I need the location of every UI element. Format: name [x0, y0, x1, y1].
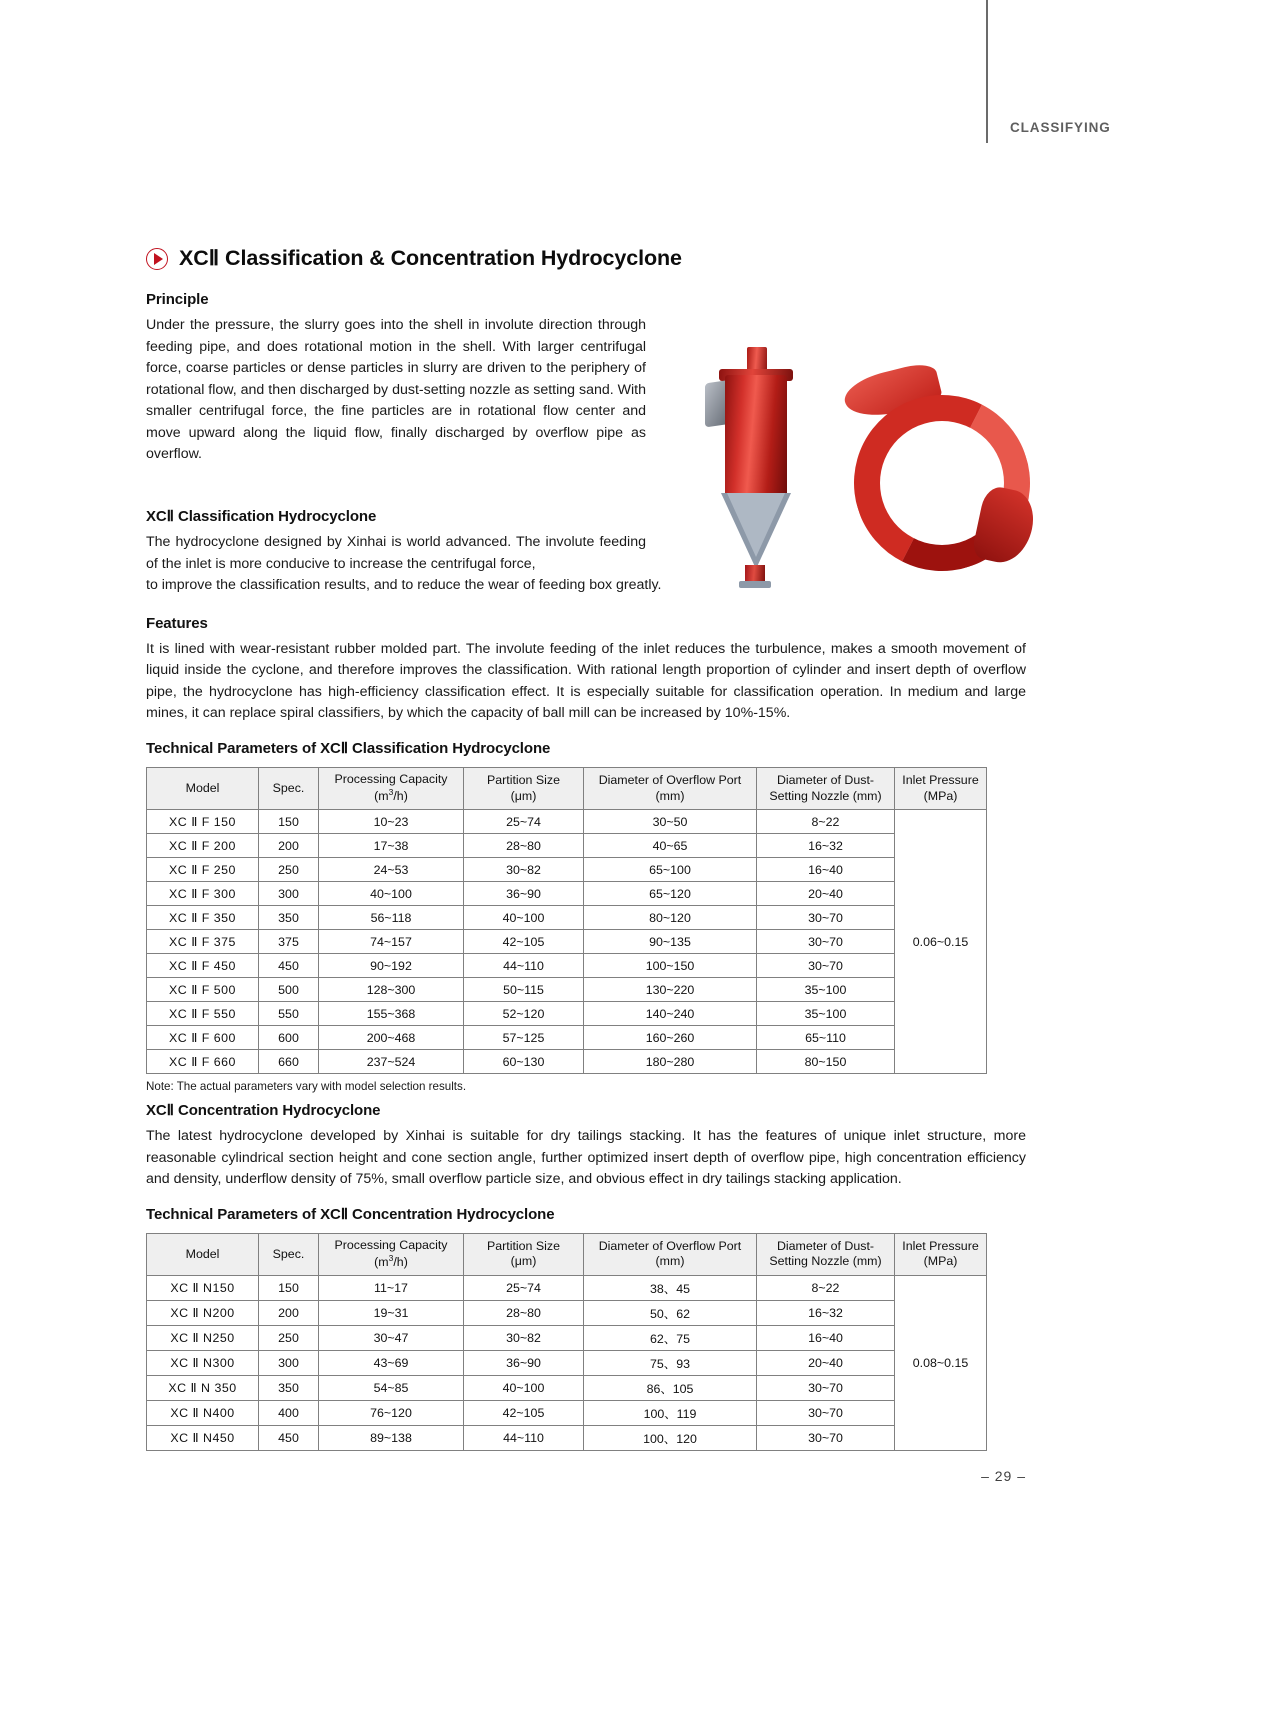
- cell-partition: 52~120: [464, 1002, 584, 1026]
- concentration-heading: XCⅡ Concentration Hydrocyclone: [146, 1102, 381, 1120]
- cell-capacity: 10~23: [319, 810, 464, 834]
- cell-overflow: 65~100: [584, 858, 757, 882]
- cell-dust: 8~22: [757, 1275, 895, 1300]
- cell-spec: 660: [259, 1050, 319, 1074]
- cell-capacity: 237~524: [319, 1050, 464, 1074]
- cyclone-base-shape: [739, 581, 771, 588]
- cell-dust: 30~70: [757, 1425, 895, 1450]
- th2-pressure-line2: (MPa): [923, 1254, 958, 1269]
- th-overflow-line1: Diameter of Overflow Port: [598, 773, 742, 788]
- table-row: [147, 1325, 987, 1350]
- table-row: [147, 1050, 987, 1074]
- cell-dust: 35~100: [757, 978, 895, 1002]
- cell-spec: 300: [259, 1350, 319, 1375]
- cell-overflow: 40~65: [584, 834, 757, 858]
- cell-overflow: 50、62: [584, 1300, 757, 1325]
- cell-overflow: 75、93: [584, 1350, 757, 1375]
- table2-caption: Technical Parameters of XCⅡ Concentration Hydrocyclone: [146, 1205, 555, 1223]
- cell-overflow: 62、75: [584, 1325, 757, 1350]
- th2-partition-size: [464, 1233, 584, 1275]
- principle-heading: Principle: [146, 291, 209, 308]
- cell-dust: 20~40: [757, 1350, 895, 1375]
- cell-partition: 44~110: [464, 954, 584, 978]
- cell-model: XC Ⅱ N400: [147, 1400, 259, 1425]
- cell-overflow: 80~120: [584, 906, 757, 930]
- cell-partition: 60~130: [464, 1050, 584, 1074]
- table-row: [147, 954, 987, 978]
- arrow-right-circle-icon: [146, 248, 168, 270]
- table-row: [147, 1275, 987, 1300]
- th2-inlet-pressure: [895, 1233, 987, 1275]
- th-overflow-line2: (mm): [655, 788, 685, 803]
- cell-dust: 16~32: [757, 834, 895, 858]
- cell-spec: 450: [259, 954, 319, 978]
- concentration-parameters-table: [146, 1233, 987, 1451]
- cell-model: XC Ⅱ N 350: [147, 1375, 259, 1400]
- concentration-text: The latest hydrocyclone developed by Xinhai is suitable for dry tailings stacking. It has the features of unique inlet structure, more reasonable cylindrical section height and cone section angle, further optimized insert depth of overflow pipe, high concentration efficiency and density, underflow density of 75%, small overflow particle size, and obvious effect in dry tailings stacking application.: [146, 1128, 1026, 1188]
- cell-capacity: 11~17: [319, 1275, 464, 1300]
- hydrocyclone-product-image: [711, 369, 1036, 587]
- cell-partition: 30~82: [464, 1325, 584, 1350]
- concentration-section: [146, 1101, 1026, 1191]
- th-capacity-unit-pre: (m: [374, 789, 389, 804]
- th-partition-line1: Partition Size: [486, 773, 560, 788]
- cell-dust: 35~100: [757, 1002, 895, 1026]
- th-partition-size: [464, 768, 584, 810]
- cell-partition: 40~100: [464, 1375, 584, 1400]
- cell-capacity: 76~120: [319, 1400, 464, 1425]
- th-capacity-unit-post: /h): [393, 789, 408, 804]
- th2-dust-line1: Diameter of Dust-: [776, 1239, 875, 1254]
- th-dust-nozzle: [757, 768, 895, 810]
- cell-capacity: 17~38: [319, 834, 464, 858]
- cell-capacity: 40~100: [319, 882, 464, 906]
- page-title: XCⅡ Classification & Concentration Hydrocyclone: [179, 246, 682, 270]
- cell-partition: 42~105: [464, 1400, 584, 1425]
- cell-capacity: 89~138: [319, 1425, 464, 1450]
- page-number: – 29 –: [981, 1468, 1026, 1484]
- table1-section: [146, 739, 1026, 1093]
- cell-spec: 150: [259, 810, 319, 834]
- cell-capacity: 24~53: [319, 858, 464, 882]
- cell-capacity: 43~69: [319, 1350, 464, 1375]
- th2-processing-capacity: [319, 1233, 464, 1275]
- cyclone-cone-inner-shape: [727, 493, 785, 557]
- features-section: [146, 615, 1026, 725]
- cell-spec: 350: [259, 1375, 319, 1400]
- classification-heading: XCⅡ Classification Hydrocyclone: [146, 508, 377, 525]
- cell-overflow: 100、120: [584, 1425, 757, 1450]
- cell-inlet-pressure: 0.08~0.15: [895, 1275, 987, 1450]
- table-row: [147, 858, 987, 882]
- cell-inlet-pressure: 0.06~0.15: [895, 810, 987, 1074]
- th2-overflow-line1: Diameter of Overflow Port: [598, 1239, 742, 1254]
- cell-overflow: 30~50: [584, 810, 757, 834]
- cell-model: XC Ⅱ N150: [147, 1275, 259, 1300]
- cell-capacity: 54~85: [319, 1375, 464, 1400]
- th-dust-line1: Diameter of Dust-: [776, 773, 875, 788]
- cell-partition: 42~105: [464, 930, 584, 954]
- th2-capacity-unit-pre: (m: [374, 1255, 389, 1270]
- cell-capacity: 30~47: [319, 1325, 464, 1350]
- cell-partition: 40~100: [464, 906, 584, 930]
- cell-partition: 28~80: [464, 834, 584, 858]
- th-capacity-line1: Processing Capacity: [334, 772, 448, 787]
- th-dust-line2: Setting Nozzle (mm): [769, 788, 882, 803]
- cell-model: XC Ⅱ F 200: [147, 834, 259, 858]
- table-row: [147, 1026, 987, 1050]
- cell-spec: 150: [259, 1275, 319, 1300]
- cell-model: XC Ⅱ N250: [147, 1325, 259, 1350]
- cell-model: XC Ⅱ F 250: [147, 858, 259, 882]
- cell-partition: 36~90: [464, 882, 584, 906]
- header-section-label: CLASSIFYING: [1010, 120, 1111, 135]
- cell-dust: 30~70: [757, 930, 895, 954]
- table-row: [147, 1300, 987, 1325]
- th2-spec: Spec.: [259, 1233, 319, 1275]
- cell-capacity: 19~31: [319, 1300, 464, 1325]
- classification-parameters-table: [146, 767, 987, 1074]
- cell-model: XC Ⅱ N300: [147, 1350, 259, 1375]
- table-row: [147, 906, 987, 930]
- cell-overflow: 65~120: [584, 882, 757, 906]
- table-row: [147, 1400, 987, 1425]
- cell-overflow: 100~150: [584, 954, 757, 978]
- features-text: It is lined with wear-resistant rubber molded part. The involute feeding of the inlet reduces the turbulence, makes a smooth movement of liquid inside the cyclone, and therefore improves the classification. With rational length proportion of cylinder and insert depth of overflow pipe, the hydrocyclone has high-efficiency classification effect. It is especially suitable for classification operation. In medium and large mines, it can replace spiral classifiers, by which the capacity of ball mill can be increased by 10%-15%.: [146, 640, 1026, 722]
- table-row: [147, 1375, 987, 1400]
- classification-text-narrow: The hydrocyclone designed by Xinhai is world advanced. The involute feeding of the inlet is more conducive to increase the centrifugal force,: [146, 534, 646, 572]
- classification-text-wide: to improve the classification results, and to reduce the wear of feeding box greatly.: [146, 577, 662, 594]
- page-header: [0, 0, 1276, 150]
- cell-capacity: 56~118: [319, 906, 464, 930]
- cell-dust: 65~110: [757, 1026, 895, 1050]
- table-row: [147, 978, 987, 1002]
- th-pressure-line1: Inlet Pressure: [902, 773, 979, 788]
- cell-overflow: 100、119: [584, 1400, 757, 1425]
- table1-body: [147, 810, 987, 1074]
- th2-model: Model: [147, 1233, 259, 1275]
- table-row: [147, 930, 987, 954]
- table1-note: Note: The actual parameters vary with model selection results.: [146, 1080, 467, 1094]
- th2-dust-line2: Setting Nozzle (mm): [769, 1254, 882, 1269]
- cell-spec: 250: [259, 858, 319, 882]
- cell-spec: 500: [259, 978, 319, 1002]
- cell-capacity: 128~300: [319, 978, 464, 1002]
- cell-overflow: 38、45: [584, 1275, 757, 1300]
- cell-spec: 300: [259, 882, 319, 906]
- th-inlet-pressure: [895, 768, 987, 810]
- page-title-row: [146, 246, 1026, 271]
- cell-spec: 350: [259, 906, 319, 930]
- cell-overflow: 160~260: [584, 1026, 757, 1050]
- cell-partition: 30~82: [464, 858, 584, 882]
- cell-model: XC Ⅱ N450: [147, 1425, 259, 1450]
- cell-spec: 400: [259, 1400, 319, 1425]
- cell-model: XC Ⅱ F 450: [147, 954, 259, 978]
- header-divider-line: [986, 0, 988, 143]
- cell-model: XC Ⅱ F 600: [147, 1026, 259, 1050]
- cell-overflow: 140~240: [584, 1002, 757, 1026]
- table1-header-row: [147, 768, 987, 810]
- cell-overflow: 86、105: [584, 1375, 757, 1400]
- table2-section: [146, 1205, 1026, 1451]
- th2-pressure-line1: Inlet Pressure: [902, 1239, 979, 1254]
- cell-partition: 57~125: [464, 1026, 584, 1050]
- cell-capacity: 74~157: [319, 930, 464, 954]
- cell-dust: 8~22: [757, 810, 895, 834]
- cell-model: XC Ⅱ F 350: [147, 906, 259, 930]
- cell-spec: 250: [259, 1325, 319, 1350]
- cell-spec: 375: [259, 930, 319, 954]
- cell-dust: 30~70: [757, 954, 895, 978]
- cell-model: XC Ⅱ N200: [147, 1300, 259, 1325]
- th2-capacity-unit-post: /h): [393, 1255, 408, 1270]
- cell-dust: 16~40: [757, 1325, 895, 1350]
- th-spec: Spec.: [259, 768, 319, 810]
- principle-section: [146, 291, 1026, 507]
- features-heading: Features: [146, 614, 208, 632]
- principle-text: Under the pressure, the slurry goes into the shell in involute direction through feeding pipe, and does rotational motion in the shell. With larger centrifugal force, coarse particles or dense particles in slurry are driven to the periphery of rotational flow, and then discharged by dust-setting nozzle as setting sand. With smaller centrifugal force, the fine particles are in rotational flow center and move upward along the liquid flow, finally discharged by overflow pipe as overflow.: [146, 317, 647, 463]
- th2-partition-line1: Partition Size: [486, 1239, 560, 1254]
- table2-header-row: [147, 1233, 987, 1275]
- th-processing-capacity: [319, 768, 464, 810]
- th-partition-line2: (μm): [510, 788, 537, 803]
- table-row: [147, 882, 987, 906]
- cell-model: XC Ⅱ F 375: [147, 930, 259, 954]
- cell-model: XC Ⅱ F 500: [147, 978, 259, 1002]
- cell-dust: 16~32: [757, 1300, 895, 1325]
- cell-model: XC Ⅱ F 550: [147, 1002, 259, 1026]
- cell-partition: 28~80: [464, 1300, 584, 1325]
- table-row: [147, 834, 987, 858]
- cell-model: XC Ⅱ F 300: [147, 882, 259, 906]
- table-row: [147, 1425, 987, 1450]
- th2-dust-nozzle: [757, 1233, 895, 1275]
- cell-capacity: 90~192: [319, 954, 464, 978]
- cell-spec: 550: [259, 1002, 319, 1026]
- cell-dust: 30~70: [757, 1400, 895, 1425]
- cell-dust: 80~150: [757, 1050, 895, 1074]
- th-capacity-unit-sup: 3: [388, 787, 394, 798]
- cell-model: XC Ⅱ F 660: [147, 1050, 259, 1074]
- cell-spec: 200: [259, 1300, 319, 1325]
- cell-overflow: 180~280: [584, 1050, 757, 1074]
- cyclone-cylinder-shape: [725, 375, 787, 493]
- cell-overflow: 90~135: [584, 930, 757, 954]
- table1-caption: Technical Parameters of XCⅡ Classification Hydrocyclone: [146, 740, 551, 758]
- th2-overflow-port: [584, 1233, 757, 1275]
- cell-model: XC Ⅱ F 150: [147, 810, 259, 834]
- th-overflow-port: [584, 768, 757, 810]
- th2-capacity-line1: Processing Capacity: [334, 1238, 448, 1253]
- cell-partition: 25~74: [464, 810, 584, 834]
- cell-partition: 25~74: [464, 1275, 584, 1300]
- cell-dust: 30~70: [757, 906, 895, 930]
- cell-capacity: 155~368: [319, 1002, 464, 1026]
- cell-partition: 44~110: [464, 1425, 584, 1450]
- cell-overflow: 130~220: [584, 978, 757, 1002]
- cell-spec: 600: [259, 1026, 319, 1050]
- cell-dust: 16~40: [757, 858, 895, 882]
- page-content: [146, 246, 1026, 1451]
- cell-capacity: 200~468: [319, 1026, 464, 1050]
- cell-dust: 20~40: [757, 882, 895, 906]
- th2-capacity-unit-sup: 3: [388, 1253, 394, 1264]
- th2-overflow-line2: (mm): [655, 1254, 685, 1269]
- product-image-canvas: [711, 369, 1036, 587]
- table2-body: [147, 1275, 987, 1450]
- cell-dust: 30~70: [757, 1375, 895, 1400]
- th-model: Model: [147, 768, 259, 810]
- cell-spec: 200: [259, 834, 319, 858]
- cell-spec: 450: [259, 1425, 319, 1450]
- th2-partition-line2: (μm): [510, 1254, 537, 1269]
- cell-partition: 36~90: [464, 1350, 584, 1375]
- cell-partition: 50~115: [464, 978, 584, 1002]
- table-row: [147, 810, 987, 834]
- th-pressure-line2: (MPa): [923, 788, 958, 803]
- table-row: [147, 1350, 987, 1375]
- table-row: [147, 1002, 987, 1026]
